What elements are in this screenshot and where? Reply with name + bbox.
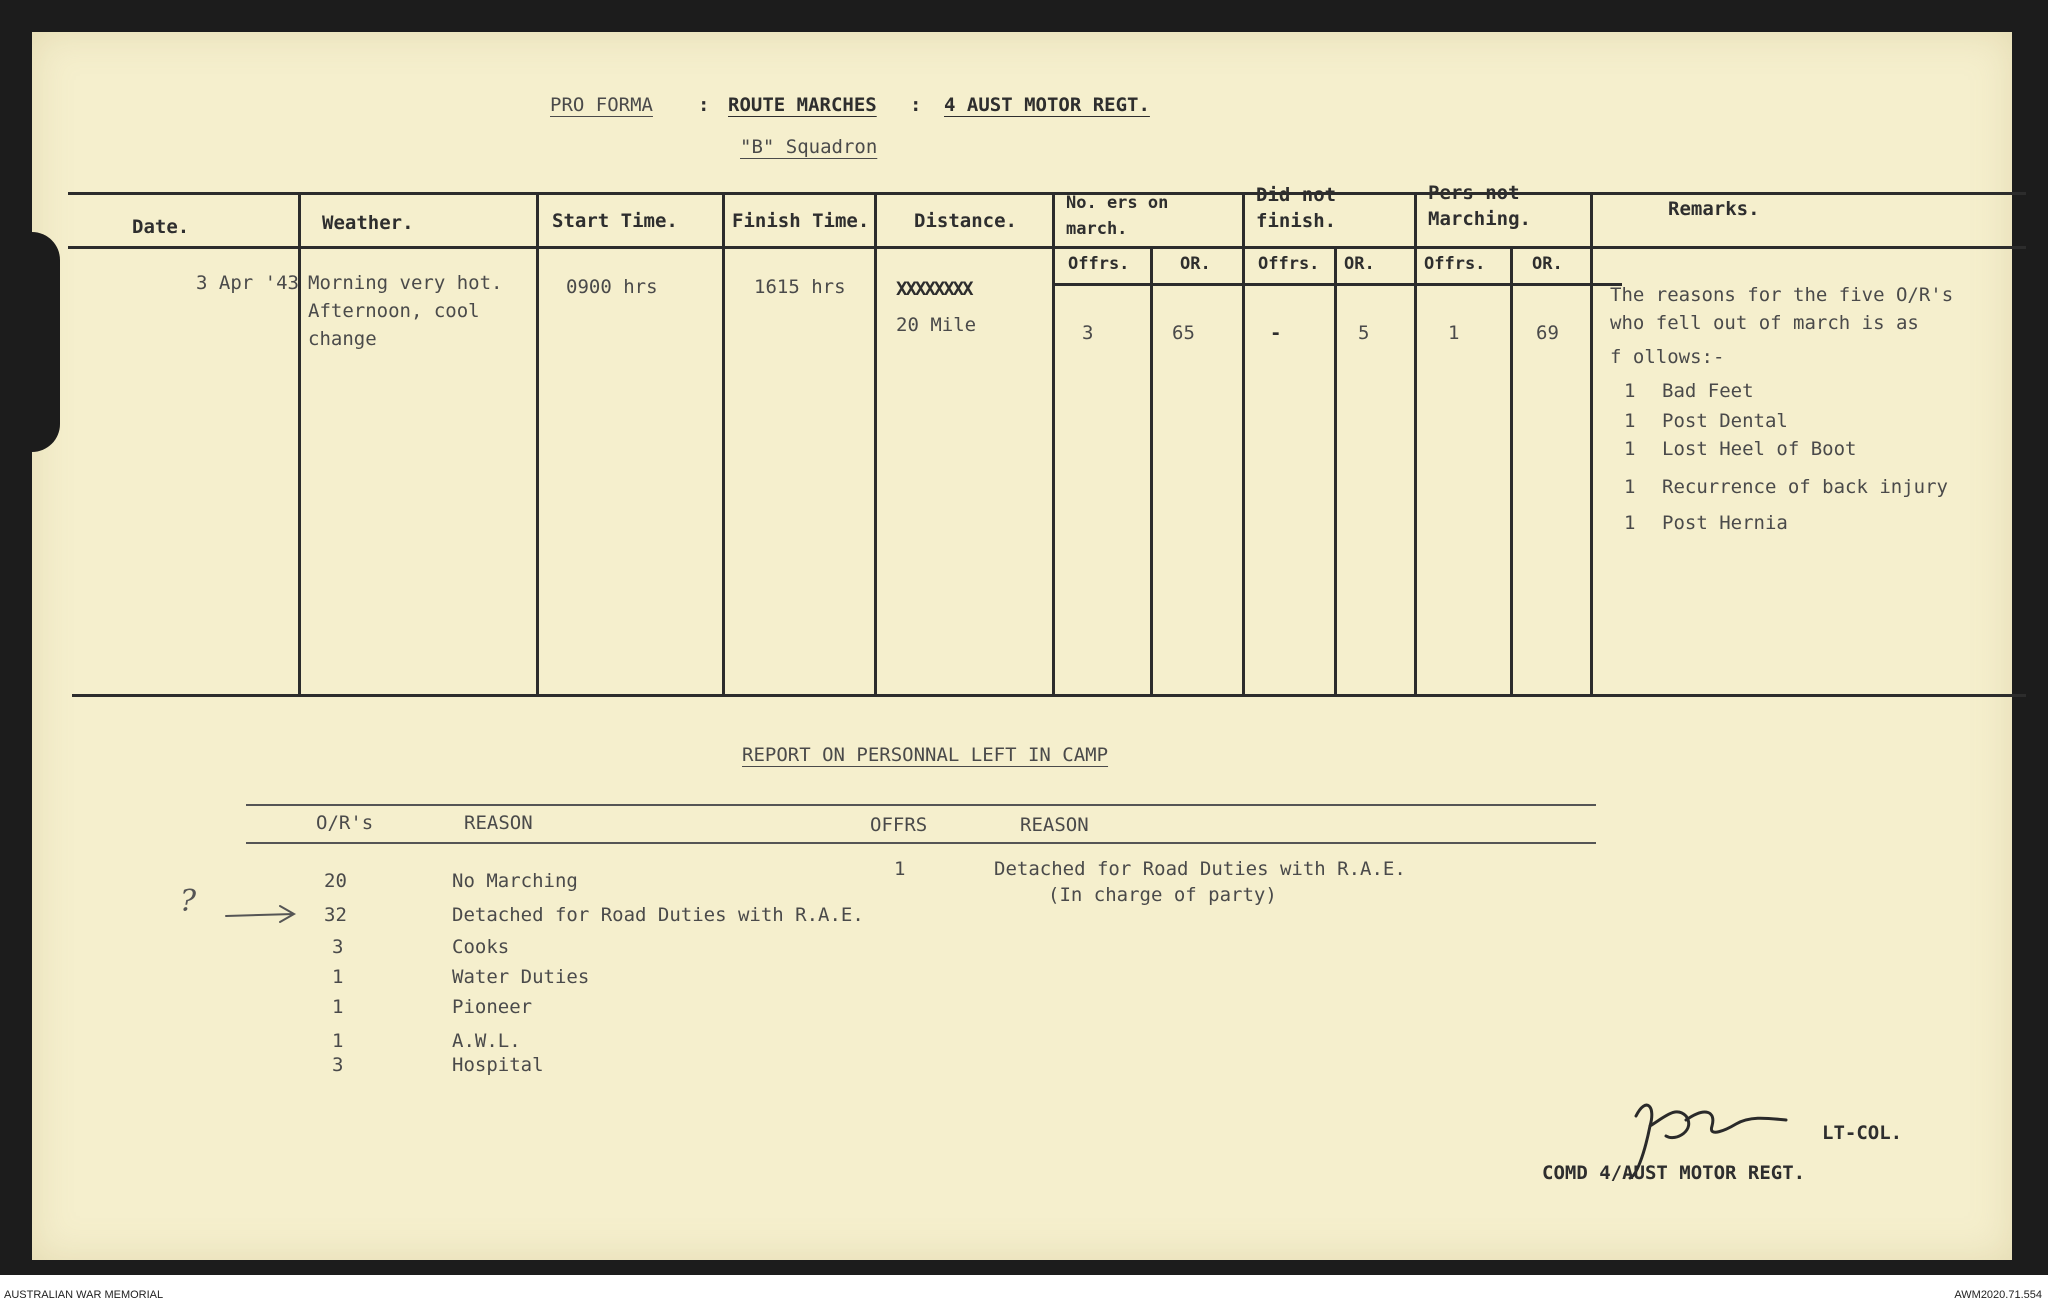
camp-row-reason: A.W.L. bbox=[452, 1030, 521, 1052]
table-bottom-rule bbox=[72, 694, 2026, 697]
subheader-dnf-offrs: Offrs. bbox=[1258, 254, 1320, 274]
col-divider-weather bbox=[298, 192, 301, 696]
title-separator-2: : bbox=[910, 94, 922, 116]
camp-header-ors: O/R's bbox=[316, 812, 374, 834]
camp-row-count: 20 bbox=[324, 870, 347, 892]
remarks-item-text: Post Dental bbox=[1662, 410, 1788, 432]
cell-on-march-offrs: 3 bbox=[1082, 322, 1094, 344]
col-divider-dnf bbox=[1242, 192, 1245, 696]
cell-weather-1: Morning very hot. bbox=[308, 272, 503, 294]
remarks-item-count: 1 bbox=[1624, 476, 1636, 498]
remarks-item-count: 1 bbox=[1624, 410, 1636, 432]
camp-offrs-reason-1: Detached for Road Duties with R.A.E. bbox=[994, 858, 1406, 880]
handwritten-arrow-icon bbox=[222, 902, 302, 926]
camp-row-count: 3 bbox=[332, 1054, 344, 1076]
title-separator-1: : bbox=[698, 94, 710, 116]
remarks-item-count: 1 bbox=[1624, 512, 1636, 534]
subheader-dnf-or: OR. bbox=[1344, 254, 1375, 274]
col-divider-remarks bbox=[1590, 192, 1593, 696]
title-pro-forma: PRO FORMA bbox=[550, 94, 653, 116]
col-divider-on-march bbox=[1052, 192, 1055, 696]
signature-unit: COMD 4/AUST MOTOR REGT. bbox=[1542, 1162, 1806, 1184]
title-route-marches: ROUTE MARCHES bbox=[728, 94, 877, 116]
footer-institution: AUSTRALIAN WAR MEMORIAL bbox=[4, 1289, 164, 1301]
header-on-march: No. ers on march. bbox=[1066, 193, 1169, 239]
camp-header-reason: REASON bbox=[464, 812, 533, 834]
header-start-time: Start Time. bbox=[552, 210, 678, 232]
col-divider-not-marching-or bbox=[1510, 246, 1513, 696]
cell-nm-offrs: 1 bbox=[1448, 322, 1460, 344]
table-header-rule bbox=[68, 246, 2026, 249]
remarks-item-count: 1 bbox=[1624, 438, 1636, 460]
col-divider-start bbox=[536, 192, 539, 696]
camp-row-count: 1 bbox=[332, 1030, 344, 1052]
camp-row-count: 32 bbox=[324, 904, 347, 926]
squadron-label: "B" Squadron bbox=[740, 136, 878, 158]
col-divider-dnf-or bbox=[1334, 246, 1337, 696]
footer-accession-number: AWM2020.71.554 bbox=[1954, 1289, 2042, 1301]
camp-row-reason: Cooks bbox=[452, 936, 510, 958]
table-subheader-rule bbox=[1052, 283, 1622, 286]
remarks-item-text: Recurrence of back injury bbox=[1662, 476, 1948, 498]
cell-dnf-offrs: - bbox=[1270, 322, 1282, 344]
remarks-line-2: who fell out of march is as bbox=[1610, 312, 1919, 334]
cell-distance: 20 Mile bbox=[896, 314, 977, 336]
archive-footer bbox=[0, 1275, 2048, 1303]
header-date: Date. bbox=[132, 216, 190, 238]
cell-start-time: 0900 hrs bbox=[566, 276, 658, 298]
col-divider-on-march-or bbox=[1150, 246, 1153, 696]
remarks-line-3: f ollows:- bbox=[1610, 346, 1725, 368]
cell-date: 3 Apr '43 bbox=[196, 272, 299, 294]
header-did-not-finish: Did not finish. bbox=[1256, 184, 1337, 232]
header-finish-time: Finish Time. bbox=[732, 210, 870, 232]
cell-on-march-or: 65 bbox=[1172, 322, 1195, 344]
remarks-item-count: 1 bbox=[1624, 380, 1636, 402]
col-divider-finish bbox=[722, 192, 725, 696]
cell-dnf-or: 5 bbox=[1358, 322, 1370, 344]
handwritten-question-mark: ? bbox=[180, 884, 197, 919]
camp-offrs-reason-2: (In charge of party) bbox=[1048, 884, 1277, 906]
col-divider-distance bbox=[874, 192, 877, 696]
remarks-item-text: Bad Feet bbox=[1662, 380, 1754, 402]
header-remarks: Remarks. bbox=[1668, 198, 1760, 220]
camp-row-reason: No Marching bbox=[452, 870, 578, 892]
remarks-line-1: The reasons for the five O/R's bbox=[1610, 284, 1954, 306]
remarks-item-text: Post Hernia bbox=[1662, 512, 1788, 534]
subheader-nm-offrs: Offrs. bbox=[1424, 254, 1486, 274]
col-divider-not-marching bbox=[1414, 192, 1417, 696]
camp-row-reason: Pioneer bbox=[452, 996, 533, 1018]
table-top-rule bbox=[68, 192, 2026, 195]
document-sheet bbox=[32, 32, 2012, 1260]
remarks-item-text: Lost Heel of Boot bbox=[1662, 438, 1857, 460]
header-weather: Weather. bbox=[322, 212, 414, 234]
camp-row-count: 1 bbox=[332, 966, 344, 988]
camp-top-rule bbox=[246, 804, 1596, 806]
cell-weather-2: Afternoon, cool bbox=[308, 300, 480, 322]
subheader-on-march-or: OR. bbox=[1180, 254, 1211, 274]
camp-header-rule bbox=[246, 842, 1596, 844]
camp-offrs-count: 1 bbox=[894, 858, 906, 880]
camp-header-reason-offrs: REASON bbox=[1020, 814, 1089, 836]
camp-row-reason: Water Duties bbox=[452, 966, 590, 988]
camp-row-reason: Hospital bbox=[452, 1054, 544, 1076]
cell-finish-time: 1615 hrs bbox=[754, 276, 846, 298]
signature-rank: LT-COL. bbox=[1822, 1122, 1903, 1144]
title-regiment: 4 AUST MOTOR REGT. bbox=[944, 94, 1150, 116]
camp-row-count: 3 bbox=[332, 936, 344, 958]
header-not-marching: Pers not Marching. bbox=[1428, 182, 1531, 230]
subheader-on-march-offrs: Offrs. bbox=[1068, 254, 1130, 274]
sheet-notch bbox=[32, 232, 60, 452]
cell-weather-3: change bbox=[308, 328, 377, 350]
camp-row-count: 1 bbox=[332, 996, 344, 1018]
cell-distance-struck: XXXXXXXX bbox=[896, 278, 972, 300]
camp-row-reason: Detached for Road Duties with R.A.E. bbox=[452, 904, 864, 926]
camp-report-title: REPORT ON PERSONNAL LEFT IN CAMP bbox=[742, 744, 1109, 766]
camp-header-offrs: OFFRS bbox=[870, 814, 928, 836]
cell-nm-or: 69 bbox=[1536, 322, 1559, 344]
subheader-nm-or: OR. bbox=[1532, 254, 1563, 274]
header-distance: Distance. bbox=[914, 210, 1017, 232]
